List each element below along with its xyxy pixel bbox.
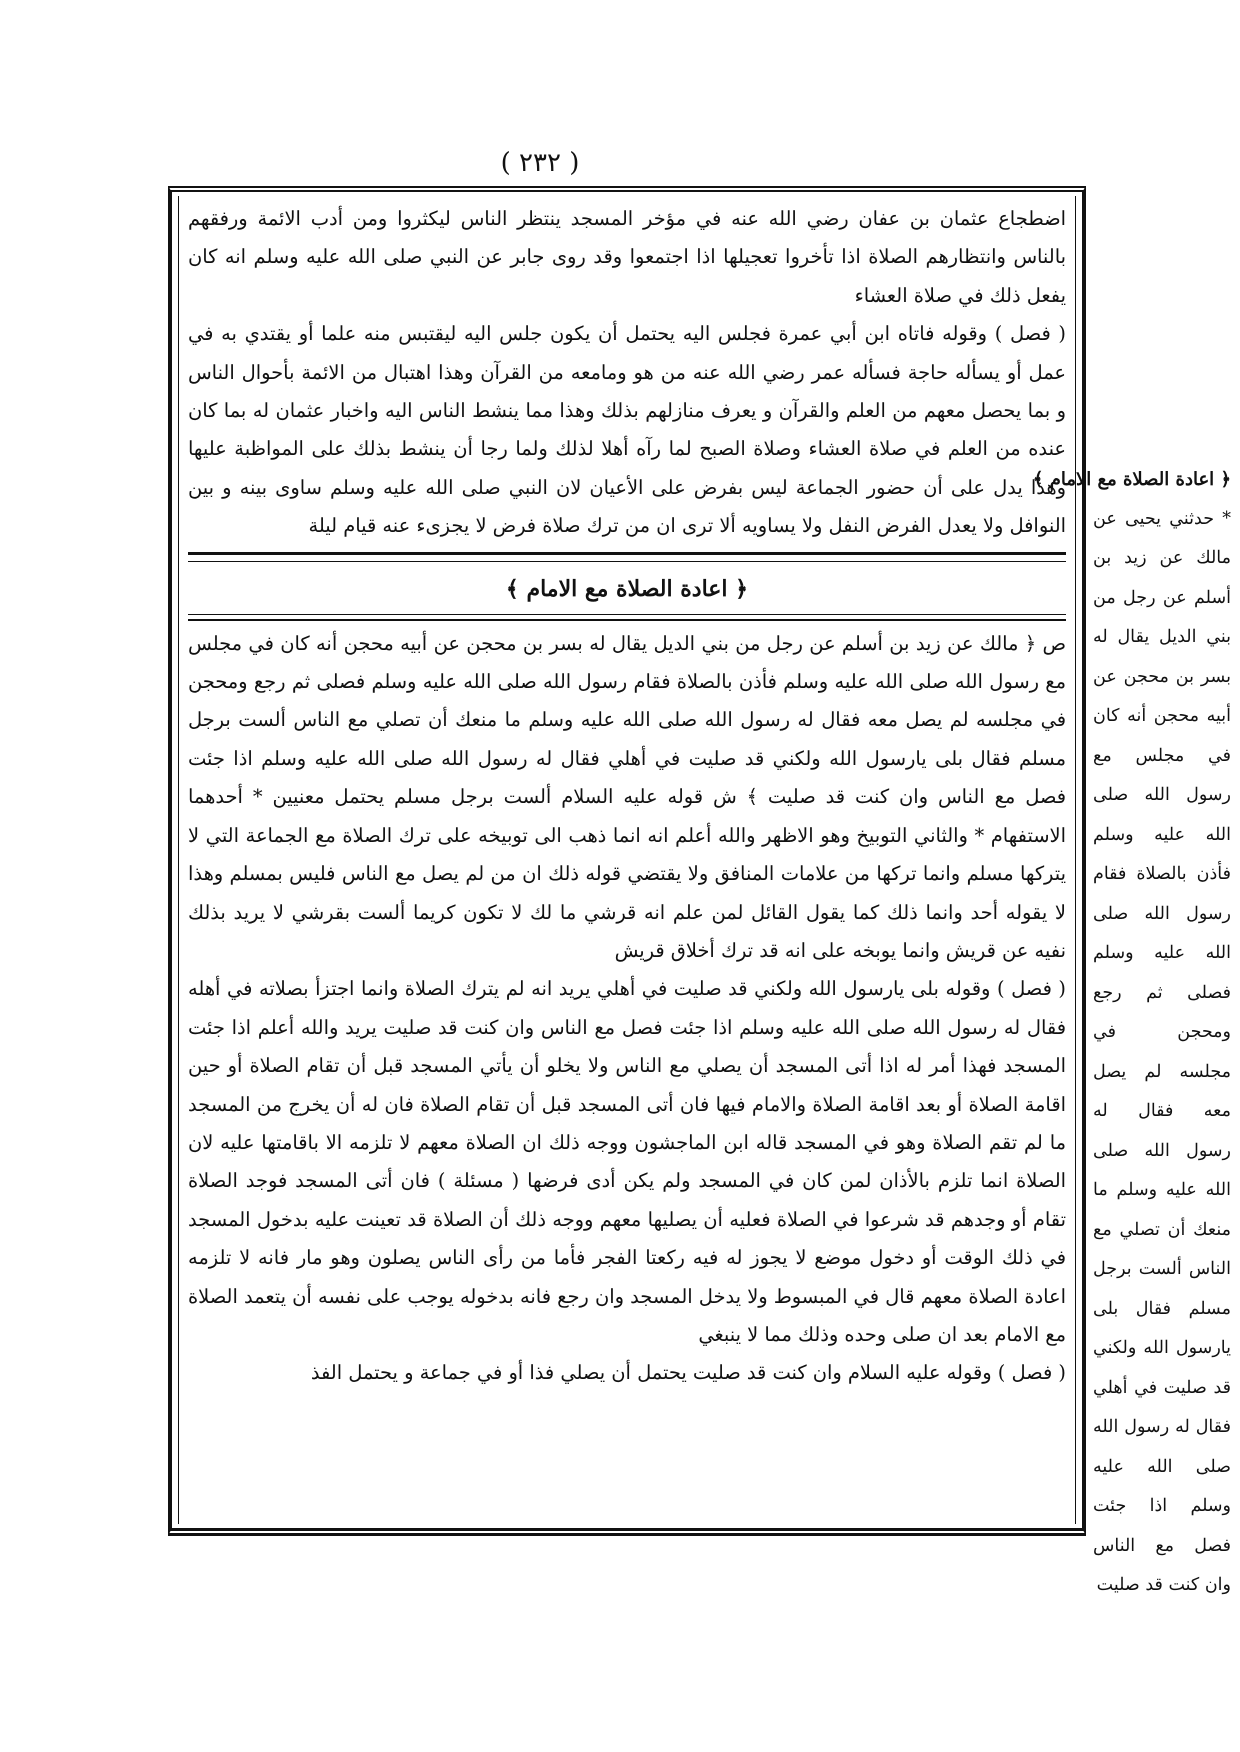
page-number: ( ٢٣٢ ) — [500, 148, 580, 178]
commentary-paragraph: ( فصل ) وقوله فاتاه ابن أبي عمرة فجلس اليه يحتمل أن يكون جلس اليه ليقتبس منه علما أو يقتدي به في عمل أو يسأله حاجة فسأله عمر رضي الله عنه من هو ومامعه من القرآن وهذا اهتبال من الائمة بأحوال الناس و بما يحصل معهم من العلم والقرآن و يعرف منازلهم بذلك وهذا مما ينشط الناس اليه واخبار عثمان له بما كان عنده من العلم في صلاة العشاء وصلاة الصبح لما رآه أهلا لذلك ولما رجا أن ينشط بذلك على المواظبة عليها وهذا يدل على أن حضور الجماعة ليس بفرض على الأعيان لان النبي صلى الله عليه وسلم ساوى بينه و بين النوافل ولا يعدل الفرض النفل ولا يساويه ألا ترى ان من ترك صلاة فرض لا يجزىء عنه قيام ليلة — [188, 322, 1066, 538]
margin-hadith-text: * حدثني يحيى عن مالك عن زيد بن أسلم عن رجل من بني الديل يقال له بسر بن محجن عن أبيه محجن أنه كان في مجلس مع رسول الله صلى الله عليه وسلم فأذن بالصلاة فقام رسول الله صلى الله عليه وسلم فصلى ثم رجع ومحجن في مجلسه لم يصل معه فقال له رسول الله صلى الله عليه وسلم ما منعك أن تصلي مع الناس ألست برجل مسلم فقال بلى يارسول الله ولكني قد صليت في أهلي فقال له رسول الله صلى الله عليه وسلم اذا جئت فصل مع الناس وان كنت قد صليت — [1093, 508, 1231, 1595]
margin-hadith-column — [1032, 460, 1231, 1606]
heading-rule — [188, 614, 1066, 621]
hadith-paragraph: ص ﴿ مالك عن زيد بن أسلم عن رجل من بني الديل يقال له بسر بن محجن عن أبيه محجن أنه كان في مجلس مع رسول الله صلى الله عليه وسلم فأذن بالصلاة فقام رسول الله صلى الله عليه وسلم فصلى ثم رجع ومحجن في مجلسه لم يصل معه فقال له رسول الله صلى الله عليه وسلم ما منعك أن تصلي مع الناس ألست برجل مسلم فقال بلى يارسول الله ولكني قد صليت في أهلي فقال له رسول الله صلى الله عليه وسلم اذا جئت فصل مع الناس وان كنت قد صليت ﴾ ش قوله عليه السلام ألست برجل مسلم يحتمل معنيين * أحدهما الاستفهام * والثاني التوبيخ وهو الاظهر والله أعلم انه انما ذهب الى توبيخه على ترك الصلاة مع الجماعة التي لا يتركها مسلم وانما تركها من علامات المنافق ولا يقتضي قوله ذلك ان من لم يصل مع الناس فليس بمسلم وهذا لا يقوله أحد وانما ذلك كما يقول القائل لمن علم انه قرشي ما لك لا تكون كريما ألست بقرشي لا يريد بذلك نفيه عن قريش وانما يوبخه على انه قد ترك أخلاق قريش — [188, 631, 1066, 962]
section-divider — [188, 552, 1066, 562]
main-commentary-frame — [168, 186, 1086, 1536]
commentary-paragraph: اضطجاع عثمان بن عفان رضي الله عنه في مؤخر المسجد ينتظر الناس ليكثروا ومن أدب الائمة ورفقهم بالناس وانتظارهم الصلاة اذا تأخروا تعجيلها اذا اجتمعوا وقد روى جابر عن النبي صلى الله عليه وسلم انه كان يفعل ذلك في صلاة العشاء — [188, 207, 1066, 307]
margin-heading: ﴿ اعادة الصلاة مع الامام ﴾ — [1032, 469, 1231, 490]
main-commentary-text — [188, 200, 1066, 1520]
commentary-paragraph: ( فصل ) وقوله بلى يارسول الله ولكني قد صليت في أهلي يريد انه لم يترك الصلاة وانما اجتزأ بصلاته في أهله فقال له رسول الله صلى الله عليه وسلم اذا جئت فصل مع الناس وان كنت قد صليت يريد والله أعلم اذا جئت المسجد فهذا أمر له اذا أتى المسجد أن يصلي مع الناس ولا يخلو أن يأتي المسجد قبل أن تقام الصلاة أو حين اقامة الصلاة أو بعد اقامة الصلاة والامام فيها فان أتى المسجد قبل أن تقام الصلاة فان له أن يخرج من المسجد ما لم تقم الصلاة وهو في المسجد قاله ابن الماجشون ووجه ذلك ان الصلاة معهم لا تلزمه الا باقامتها عليه لان الصلاة انما تلزم بالأذان لمن كان في المسجد ولم يكن أدى فرضها ( مسئلة ) فان أتى المسجد فوجد الصلاة تقام أو وجدهم قد شرعوا في الصلاة فعليه أن يصليها معهم ووجه ذلك أن الصلاة قد تعينت عليه بدخول المسجد في ذلك الوقت أو دخول موضع لا يجوز له فيه ركعتا الفجر فأما من رأى الناس يصلون وهو مار فانه لا تلزمه اعادة الصلاة معهم قال في المبسوط ولا يدخل المسجد وان رجع فانه بدخوله يوجب على نفسه أن يتعمد الصلاة مع الامام بعد ان صلى وحده وذلك مما لا ينبغي — [188, 977, 1066, 1346]
commentary-paragraph: ( فصل ) وقوله عليه السلام وان كنت قد صليت يحتمل أن يصلي فذا أو في جماعة و يحتمل الفذ — [310, 1361, 1066, 1385]
section-heading: ﴿ اعادة الصلاة مع الامام ﴾ — [505, 575, 749, 602]
